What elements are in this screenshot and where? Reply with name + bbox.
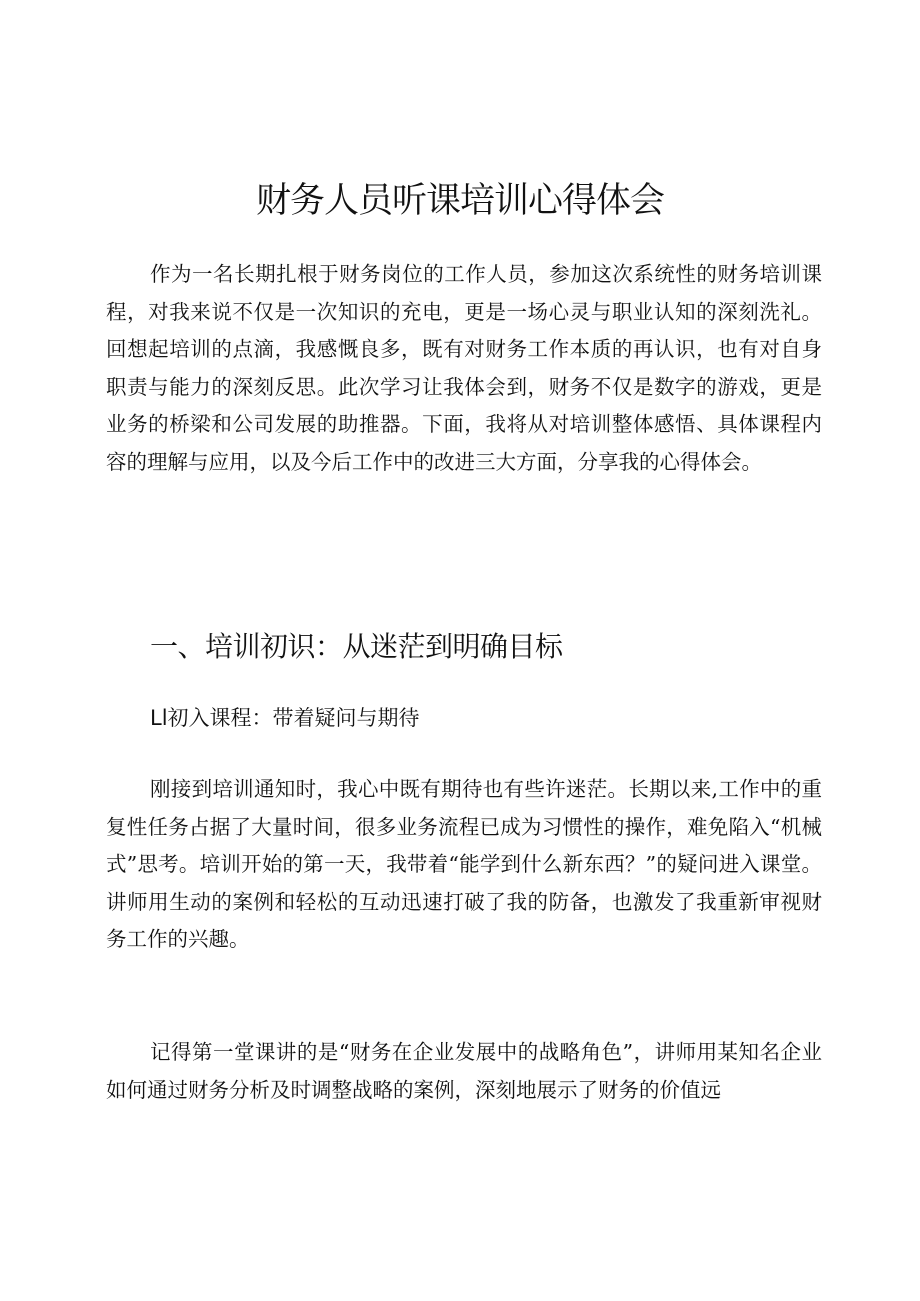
body-paragraph: 刚接到培训通知时，我心中既有期待也有些许迷茫。长期以来,工作中的重复性任务占据了大量时间，很多业务流程已成为习惯性的操作，难免陷入“机械式”思考。培训开始的第一天，我带着“能学到什么新东西？”的疑问进入课堂。讲师用生动的案例和轻松的互动迅速打破了我的防备，也激发了我重新审视财务工作的兴趣。 [106,777,822,952]
section-heading: 一、培训初识：从迷茫到明确目标 [150,630,563,663]
intro-paragraph: 作为一名长期扎根于财务岗位的工作人员，参加这次系统性的财务培训课程，对我来说不仅是一次知识的充电，更是一场心灵与职业认知的深刻洗礼。回想起培训的点滴，我感慨良多，既有对财务工作本质的再认识，也有对自身职责与能力的深刻反思。此次学习让我体会到，财务不仅是数字的游戏，更是业务的桥梁和公司发展的助推器。下面，我将从对培训整体感悟、具体课程内容的理解与应用，以及今后工作中的改进三大方面，分享我的心得体会。 [106,262,822,474]
body-paragraph: 记得第一堂课讲的是“财务在企业发展中的战略角色”，讲师用某知名企业如何通过财务分析及时调整战略的案例，深刻地展示了财务的价值远 [106,1040,822,1102]
document-title: 财务人员听课培训心得体会 [255,181,664,221]
subsection-heading: Ll初入课程：带着疑问与期待 [150,706,420,730]
